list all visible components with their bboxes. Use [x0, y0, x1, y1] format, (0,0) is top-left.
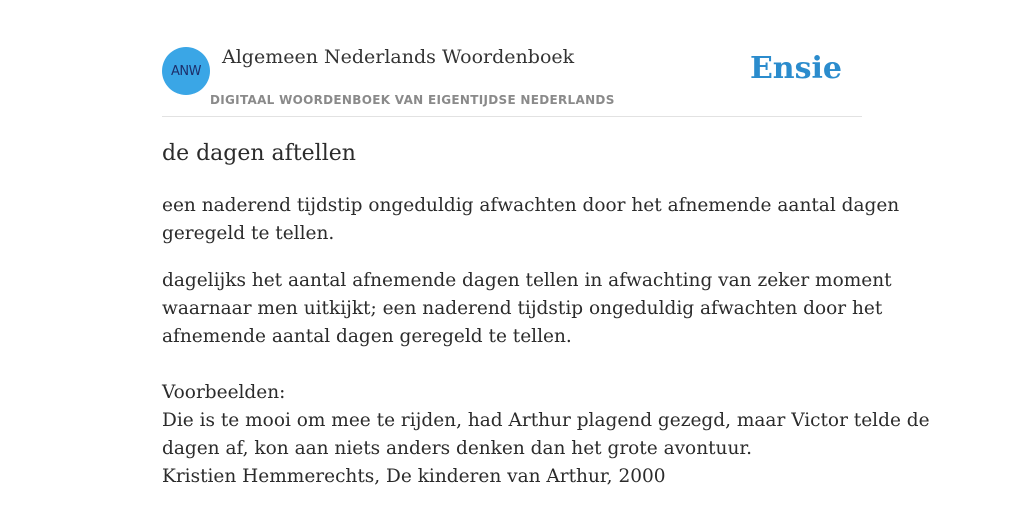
examples-section — [162, 379, 930, 491]
examples-heading: Voorbeelden: — [162, 382, 286, 403]
logo-text: ANW — [171, 63, 201, 79]
definition-long — [162, 267, 892, 351]
definition-line: afnemende aantal dagen geregeld te tellen. — [162, 326, 572, 347]
example-line: Die is te mooi om mee te rijden, had Arthur plagend gezegd, maar Victor telde de — [162, 410, 930, 431]
definition-line: een naderend tijdstip ongeduldig afwachten door het afnemende aantal dagen — [162, 195, 900, 216]
definition-line: geregeld te tellen. — [162, 223, 335, 244]
dictionary-subtitle: DIGITAAL WOORDENBOEK VAN EIGENTIJDSE NEDERLANDS — [210, 93, 615, 107]
example-line: dagen af, kon aan niets anders denken dan het grote avontuur. — [162, 438, 753, 459]
definition-line: dagelijks het aantal afnemende dagen tellen in afwachting van zeker moment — [162, 270, 892, 291]
example-source: Kristien Hemmerechts, De kinderen van Arthur, 2000 — [162, 466, 666, 487]
dictionary-title[interactable]: Algemeen Nederlands Woordenboek — [222, 46, 575, 68]
entry-card — [162, 0, 930, 487]
definition-short — [162, 192, 900, 248]
header — [162, 0, 862, 117]
ensie-brand-logo[interactable]: Ensie — [749, 51, 842, 86]
definition-line: waarnaar men uitkijkt; een naderend tijdstip ongeduldig afwachten door het — [162, 298, 883, 319]
entry-term: de dagen aftellen — [162, 141, 356, 166]
anw-logo[interactable] — [162, 47, 210, 95]
